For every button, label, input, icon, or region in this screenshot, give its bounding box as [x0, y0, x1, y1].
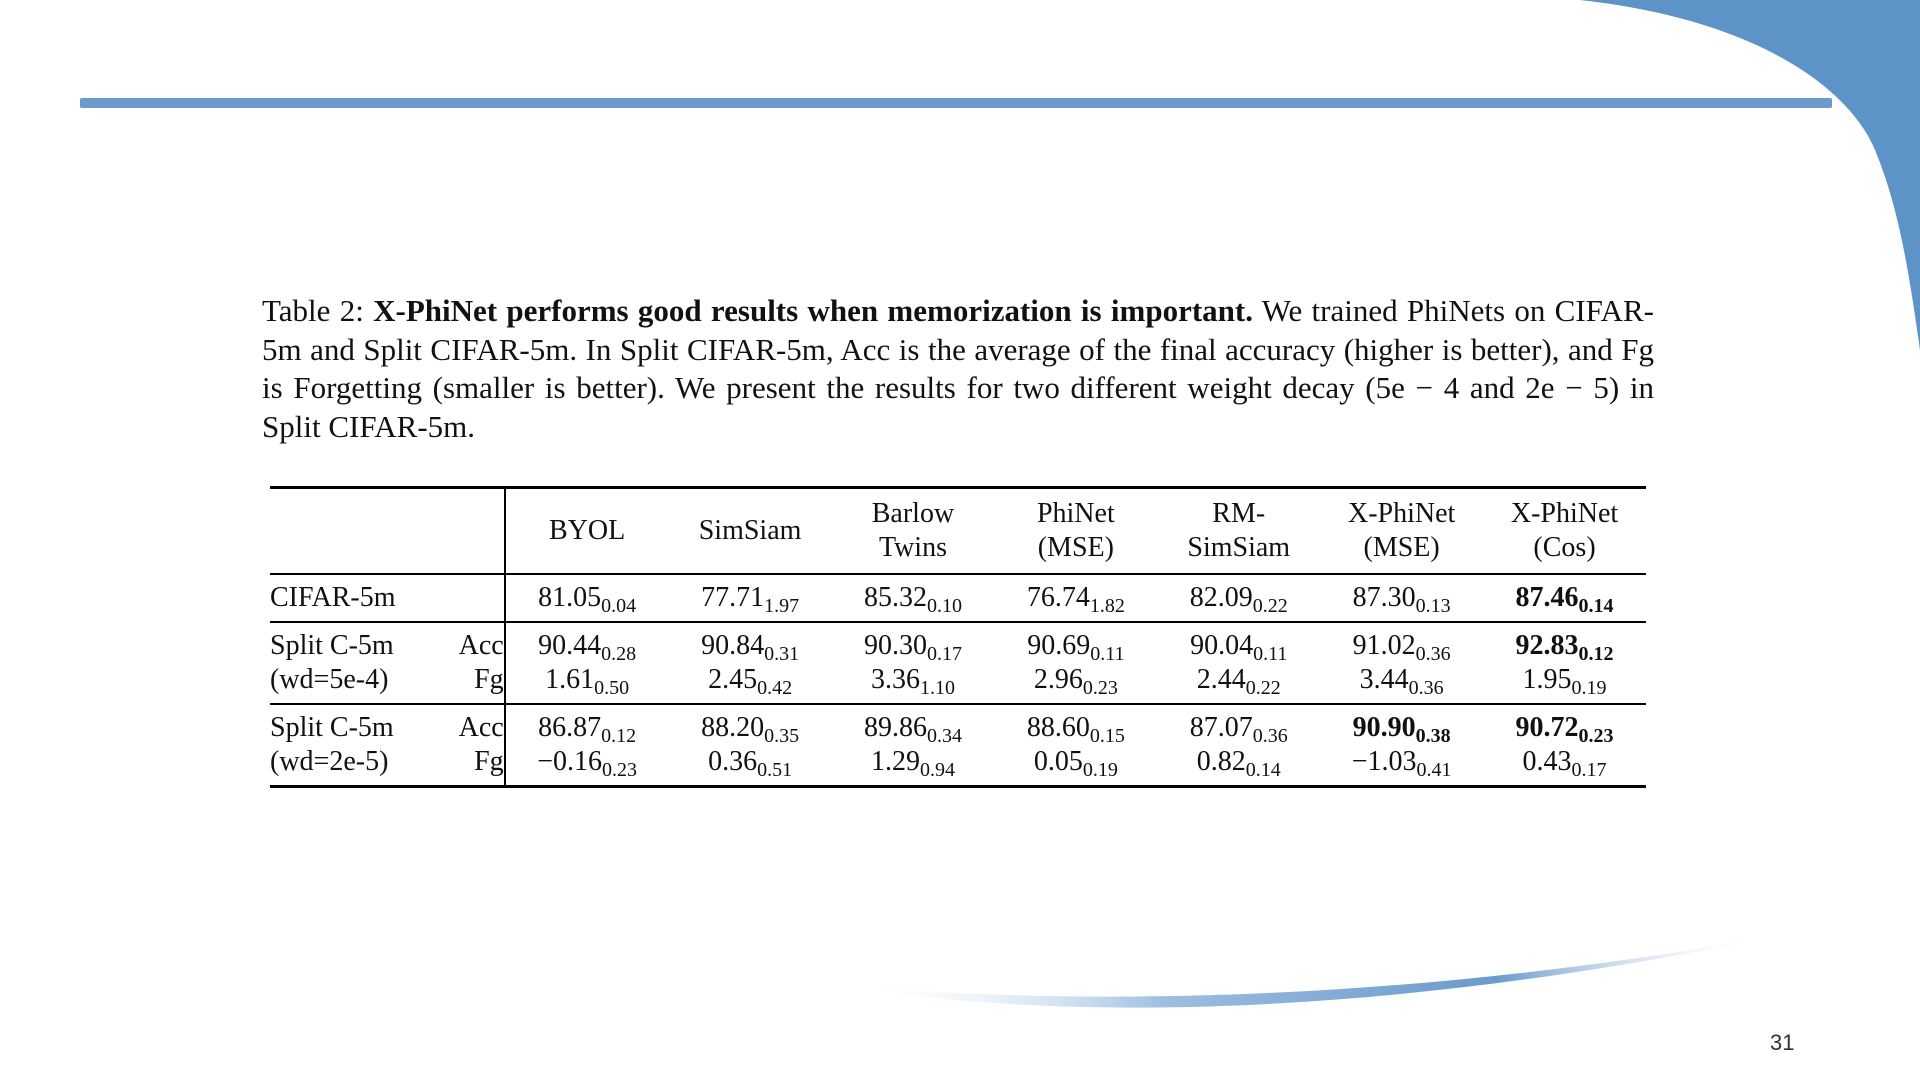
caption-bold-title: X-PhiNet performs good results when memorization is important. — [373, 293, 1253, 328]
cell-std: 0.10 — [926, 595, 962, 617]
cell-value — [506, 663, 669, 697]
table-row-group — [270, 622, 1646, 704]
cell-value — [506, 711, 669, 745]
caption-label: Table 2: — [262, 293, 364, 328]
cell-mean: 86.87 — [538, 712, 602, 743]
cell-mean: 89.86 — [863, 712, 927, 743]
cell-mean: 1.95 — [1522, 664, 1572, 695]
table-cell — [1483, 622, 1646, 704]
cell-value — [1320, 663, 1483, 697]
cell-mean: 1.61 — [545, 664, 595, 695]
cell-value — [669, 629, 832, 663]
table-cell — [1157, 622, 1320, 704]
cell-mean: 76.74 — [1026, 582, 1090, 613]
column-header — [1157, 488, 1320, 575]
cell-value — [1483, 711, 1646, 745]
column-header — [1483, 488, 1646, 575]
row-label-line: (wd=5e-4) — [270, 664, 389, 695]
metric-label-line: Acc — [458, 712, 504, 743]
table-cell — [669, 622, 832, 704]
table-caption — [262, 292, 1654, 446]
cell-mean: 3.36 — [870, 664, 920, 695]
cell-mean: 0.05 — [1033, 746, 1083, 777]
cell-value — [669, 711, 832, 745]
cell-mean: 81.05 — [538, 582, 602, 613]
column-header-line: SimSiam — [1187, 532, 1291, 563]
table-row-group — [270, 704, 1646, 787]
cell-mean: 2.45 — [708, 664, 758, 695]
cell-value — [1320, 745, 1483, 779]
table-cell — [505, 574, 669, 622]
cell-std: 0.14 — [1578, 595, 1614, 617]
cell-std: 0.12 — [1578, 643, 1614, 665]
column-header-line: Barlow — [871, 498, 955, 529]
cell-mean: 82.09 — [1189, 582, 1253, 613]
cell-std: 0.28 — [601, 643, 637, 665]
cell-value — [994, 663, 1157, 697]
cell-mean: 87.07 — [1189, 712, 1253, 743]
cell-mean: 2.96 — [1033, 664, 1083, 695]
column-header-line: BYOL — [549, 515, 626, 546]
cell-std: 1.97 — [764, 595, 800, 617]
column-header-line: (MSE) — [1037, 532, 1114, 563]
cell-value — [994, 745, 1157, 779]
column-header — [505, 488, 669, 575]
table-cell — [1320, 574, 1483, 622]
cell-mean: −0.16 — [537, 746, 603, 777]
table-cell — [1483, 704, 1646, 787]
cell-value — [506, 745, 669, 779]
cell-value — [1157, 581, 1320, 615]
cell-std: 0.36 — [1415, 643, 1451, 665]
cell-value — [506, 581, 669, 615]
header-blank-cell — [270, 488, 505, 575]
cell-std: 0.35 — [764, 725, 800, 747]
cell-std: 0.17 — [1571, 759, 1607, 781]
cell-std: 0.34 — [926, 725, 962, 747]
metric-label-line: Fg — [474, 664, 504, 695]
cell-std: 0.94 — [919, 759, 955, 781]
table-cell — [994, 574, 1157, 622]
cell-value — [832, 581, 995, 615]
metric-label-line: Fg — [474, 746, 504, 777]
cell-mean: 87.30 — [1352, 582, 1416, 613]
row-label: CIFAR-5m — [270, 582, 396, 613]
cell-std: 0.38 — [1415, 725, 1451, 747]
row-label-line: Split C-5m — [270, 712, 394, 743]
cell-std: 0.22 — [1245, 677, 1281, 699]
cell-value — [1320, 711, 1483, 745]
table-cell — [832, 704, 995, 787]
cell-value — [994, 711, 1157, 745]
table-cell — [505, 622, 669, 704]
column-header — [832, 488, 995, 575]
results-table-container — [270, 486, 1646, 788]
cell-mean: 0.43 — [1522, 746, 1572, 777]
cell-std: 0.22 — [1252, 595, 1288, 617]
cell-mean: 88.20 — [701, 712, 765, 743]
cell-value — [994, 629, 1157, 663]
cell-value — [832, 711, 995, 745]
cell-std: 0.31 — [764, 643, 800, 665]
table-cell — [1320, 704, 1483, 787]
cell-value — [669, 745, 832, 779]
cell-value — [1483, 629, 1646, 663]
cell-std: 0.11 — [1090, 643, 1125, 665]
cell-mean: 0.82 — [1196, 746, 1246, 777]
row-label — [270, 622, 441, 704]
cell-std: 0.12 — [601, 725, 637, 747]
metric-label — [441, 704, 504, 787]
cell-mean: 90.84 — [701, 630, 765, 661]
cell-value — [1483, 581, 1646, 615]
cell-value — [832, 663, 995, 697]
table-cell — [1157, 574, 1320, 622]
cell-value — [1157, 711, 1320, 745]
column-header — [1320, 488, 1483, 575]
cell-mean: 90.90 — [1352, 712, 1416, 743]
metric-label-empty — [441, 574, 504, 622]
column-header-line: PhiNet — [1036, 498, 1115, 529]
cell-std: 0.23 — [1578, 725, 1614, 747]
cell-std: 0.04 — [601, 595, 637, 617]
row-label-line: Split C-5m — [270, 630, 394, 661]
cell-std: 0.23 — [602, 759, 638, 781]
cell-std: 0.17 — [926, 643, 962, 665]
cell-value — [1157, 663, 1320, 697]
row-label — [270, 704, 441, 787]
cell-mean: 77.71 — [701, 582, 765, 613]
cell-value — [832, 629, 995, 663]
cell-mean: 91.02 — [1352, 630, 1416, 661]
cell-mean: 90.30 — [863, 630, 927, 661]
cell-std: 0.14 — [1245, 759, 1281, 781]
cell-mean: 85.32 — [863, 582, 927, 613]
cell-std: 1.10 — [919, 677, 955, 699]
cell-std: 0.15 — [1089, 725, 1125, 747]
cell-value — [1157, 629, 1320, 663]
cell-std: 0.51 — [757, 759, 793, 781]
table-cell — [1320, 622, 1483, 704]
table-cell — [994, 704, 1157, 787]
cell-std: 0.19 — [1571, 677, 1607, 699]
cell-value — [669, 663, 832, 697]
header-rule — [80, 98, 1832, 108]
table-row-cifar — [270, 574, 1646, 622]
cell-std: 0.36 — [1408, 677, 1444, 699]
cell-value — [1320, 581, 1483, 615]
cell-std: 0.11 — [1253, 643, 1288, 665]
column-header-line: (Cos) — [1533, 532, 1596, 563]
cell-mean: 90.04 — [1190, 630, 1254, 661]
cell-std: 0.36 — [1252, 725, 1288, 747]
column-header-line: Twins — [878, 532, 947, 563]
cell-mean: 2.44 — [1196, 664, 1246, 695]
cell-value — [1320, 629, 1483, 663]
metric-label-line: Acc — [458, 630, 504, 661]
page-number: 31 — [1770, 1030, 1795, 1055]
column-header-line: X-PhiNet — [1510, 498, 1619, 529]
table-cell — [832, 622, 995, 704]
cell-std: 0.13 — [1415, 595, 1451, 617]
cell-mean: 3.44 — [1359, 664, 1409, 695]
row-label-line: (wd=2e-5) — [270, 746, 389, 777]
column-header-line: RM- — [1212, 498, 1266, 529]
cell-std: 0.23 — [1082, 677, 1118, 699]
column-header — [669, 488, 832, 575]
cell-mean: 0.36 — [708, 746, 758, 777]
column-header-line: (MSE) — [1363, 532, 1440, 563]
cell-mean: 92.83 — [1515, 630, 1579, 661]
cell-mean: 90.44 — [538, 630, 602, 661]
cell-std: 0.41 — [1416, 759, 1452, 781]
table-cell — [669, 574, 832, 622]
cell-value — [506, 629, 669, 663]
cell-mean: 90.69 — [1027, 630, 1091, 661]
cell-mean: −1.03 — [1351, 746, 1417, 777]
metric-label — [441, 622, 504, 704]
column-header-line: X-PhiNet — [1347, 498, 1456, 529]
column-header — [994, 488, 1157, 575]
table-cell — [669, 704, 832, 787]
cell-value — [669, 581, 832, 615]
cell-mean: 1.29 — [870, 746, 920, 777]
cell-std: 0.50 — [594, 677, 630, 699]
table-cell — [1157, 704, 1320, 787]
cell-value — [832, 745, 995, 779]
caption-body: We trained PhiNets on CIFAR-5m and Split CIFAR-5m. In Split CIFAR-5m, Acc is the average of the final accuracy (higher is better), and Fg is Forgetting (smaller is better). We present the results for two different weight decay (5e − 4 and 2e − 5) in Split CIFAR-5m. — [262, 293, 1655, 444]
cell-std: 0.19 — [1082, 759, 1118, 781]
cell-mean: 87.46 — [1515, 582, 1579, 613]
table-header-row — [270, 488, 1646, 575]
cell-mean: 88.60 — [1026, 712, 1090, 743]
cell-mean: 90.72 — [1515, 712, 1579, 743]
cell-value — [1483, 745, 1646, 779]
cell-value — [1157, 745, 1320, 779]
cell-std: 1.82 — [1089, 595, 1125, 617]
table-cell — [1483, 574, 1646, 622]
table-cell — [505, 704, 669, 787]
cell-std: 0.42 — [757, 677, 793, 699]
table-cell — [832, 574, 995, 622]
bottom-swoosh-shape — [840, 935, 1780, 1008]
results-table — [270, 486, 1646, 788]
column-header-line: SimSiam — [698, 515, 802, 546]
table-cell — [994, 622, 1157, 704]
cell-value — [1483, 663, 1646, 697]
cell-value — [994, 581, 1157, 615]
